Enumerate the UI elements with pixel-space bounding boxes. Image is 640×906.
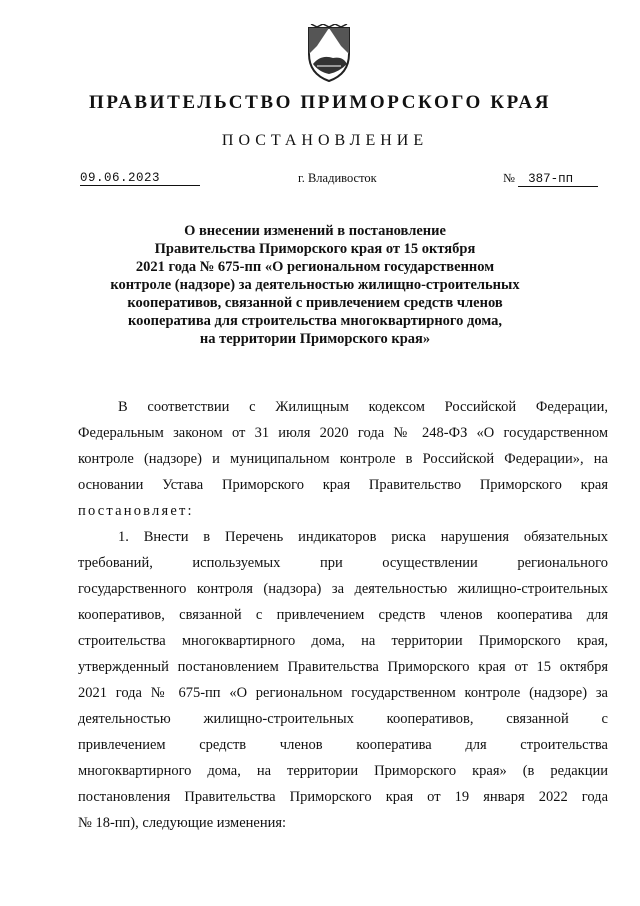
document-title (60, 222, 570, 348)
body-line: постановления Правительства Приморского края от 19 января 2022 года (78, 789, 608, 805)
title-line: кооператива для строительства многоквартирного дома, (127, 313, 502, 329)
document-date: 09.06.2023 (80, 171, 200, 186)
body-line: № 18-пп), следующие изменения: (78, 815, 287, 831)
body-line: Федеральным законом от 31 июля 2020 года № 248-ФЗ «О государственном (78, 425, 608, 441)
title-line: 2021 года № 675-пп «О региональном государственном (135, 259, 495, 275)
body-line: строительства многоквартирного дома, на территории Приморского края, (78, 633, 608, 649)
title-line: контроле (надзоре) за деятельностью жилищно-строительных (110, 277, 520, 293)
organization-name: ПРАВИТЕЛЬСТВО ПРИМОРСКОГО КРАЯ (88, 92, 552, 113)
preamble-paragraph (78, 394, 608, 524)
document-type: ПОСТАНОВЛЕНИЕ (221, 132, 429, 149)
body-line: привлечением средств членов кооператива для строительства (78, 737, 608, 753)
document-number (503, 171, 598, 187)
title-line: на территории Приморского края» (199, 331, 431, 347)
coat-of-arms-emblem (303, 24, 355, 84)
number-label: № (503, 171, 515, 185)
body-line: многоквартирного дома, на территории Приморского края» (в редакции (78, 763, 608, 779)
body-line: 2021 года № 675-пп «О региональном государственном контроле (надзоре) за (78, 685, 608, 701)
body-line: государственного контроля (надзора) за деятельностью жилищно-строительных (78, 581, 608, 597)
body-line: 1. Внести в Перечень индикаторов риска нарушения обязательных (118, 529, 608, 545)
body-line: кооперативов, связанной с привлечением средств членов кооператива для (78, 607, 608, 623)
body-line: утвержденный постановлением Правительства Приморского края от 15 октября (78, 659, 608, 675)
title-line: О внесении изменений в постановление (184, 223, 446, 239)
body-line: контроле (надзоре) и муниципальном контроле в Российской Федерации», на (78, 451, 608, 467)
body-line: основании Устава Приморского края Правительство Приморского края (78, 477, 608, 493)
body-line: деятельностью жилищно-строительных кооперативов, связанной с (78, 711, 608, 727)
title-line: Правительства Приморского края от 15 октября (154, 241, 476, 257)
number-value: 387-пп (518, 172, 598, 187)
body-line: требований, используемых при осуществлении регионального (78, 555, 608, 571)
body-line: постановляет: (78, 503, 194, 519)
body-line: В соответствии с Жилищным кодексом Российской Федерации, (118, 399, 608, 415)
document-city: г. Владивосток (298, 171, 377, 185)
item-1-paragraph (78, 524, 608, 836)
title-line: кооперативов, связанной с привлечением средств членов (127, 295, 503, 311)
